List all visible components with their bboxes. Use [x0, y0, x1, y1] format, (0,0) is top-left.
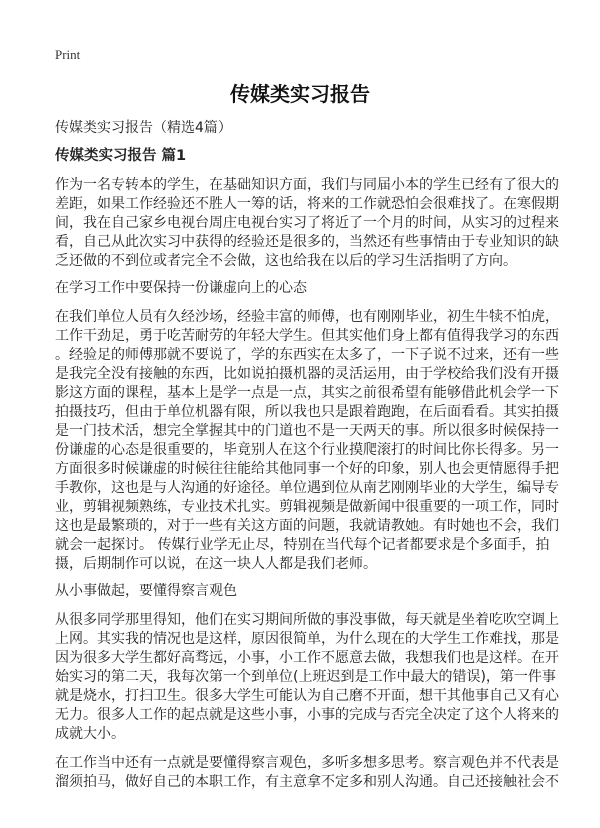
text-line: 摄，后期制作可以说，在这一块人人都是我们老师。: [55, 556, 377, 572]
text-line: 乏还做的不到位或者完全不会做，这也给我在以后的学习生活指明了方向。: [55, 253, 517, 269]
print-link[interactable]: Print: [55, 47, 81, 62]
text-line: 从很多同学那里得知，他们在实习期间所做的事没事做，每天就是坐着吃吹空调上: [55, 612, 559, 628]
text-line: 是一门技术活，想完全掌握其中的门道也不是一天两天的事。所以很多时候保持一: [55, 423, 559, 439]
text-line: 。经验足的师傅那就不要说了，学的东西实在太多了，一下子说不过来，还有一些: [55, 347, 559, 363]
paragraph-2: [55, 308, 560, 574]
text-line: 影这方面的课程，基本上是学一点是一点，其实之前很希望有能够借此机会学一下: [55, 385, 559, 401]
paragraph-4: [55, 754, 560, 792]
text-line: 是我完全没有接触的东西，比如说拍摄机器的灵活运用，由于学校给我们没有开摄: [55, 366, 559, 382]
text-line: 拍摄技巧，但由于单位机器有限，所以我也只是跟着跑跑，在后面看看。其实拍摄: [55, 404, 559, 420]
text-line: 方面很多时候谦虚的时候往往能给其他同事一个好的印象，别人也会更情愿得手把: [55, 461, 559, 477]
document-subtitle: 传媒类实习报告（精选4篇）: [55, 120, 232, 136]
text-line: 就是烧水，打扫卫生。很多大学生可能认为自己磨不开面，想干其他事自己又有心: [55, 688, 559, 704]
text-line: 工作干劲足，勇于吃苦耐劳的年轻大学生。但其实他们身上都有值得我学习的东西: [55, 328, 559, 344]
text-line: 上网。其实我的情况也是这样，原因很简单，为什么现在的大学生工作难找，那是: [55, 631, 559, 647]
text-line: 这也是最繁琐的，对于一些有关这方面的问题，我就请教她。有时她也不会，我们: [55, 518, 559, 534]
text-line: 业，剪辑视频熟练，专业技术扎实。剪辑视频是做新闻中很重要的一项工作，同时: [55, 499, 559, 515]
text-line: 就会一起探讨。 传媒行业学无止尽，特别在当代每个记者都要求是个多面手，拍: [55, 537, 550, 553]
text-line: 因为很多大学生都好高骛远，小事，小工作不愿意去做，我想我们也是这样。在开: [55, 650, 559, 666]
text-line: 始实习的第二天，我每次第一个到单位(上班迟到是工作中最大的错误)，第一件事: [55, 669, 556, 685]
text-line: 溜须拍马，做好自己的本职工作，有主意拿不定多和别人沟通。自己还接触社会不: [55, 774, 559, 790]
subheading-1: 在学习工作中要保持一份谦虚向上的心态: [55, 280, 307, 296]
text-line: 成就大小。: [55, 726, 125, 742]
text-line: 间，我在自己家乡电视台周庄电视台实习了将近了一个月的时间，从实习的过程来: [55, 215, 559, 231]
text-line: 无力。很多人工作的起点就是这些小事，小事的完成与否完全决定了这个人将来的: [55, 707, 559, 723]
document-title: 传媒类实习报告: [230, 82, 370, 106]
paragraph-3: [55, 611, 560, 744]
text-line: 手教你，这也是与人沟通的好途径。单位遇到位从南艺刚刚毕业的大学生，编导专: [55, 480, 559, 496]
subheading-2: 从小事做起，要懂得察言观色: [55, 583, 237, 599]
text-line: 在我们单位人员有久经沙场，经验丰富的师傅，也有刚刚毕业，初生牛犊不怕虎，: [55, 309, 559, 325]
text-line: 份谦虚的心态是很重要的，毕竟别人在这个行业摸爬滚打的时间比你长得多。另一: [55, 442, 559, 458]
paragraph-1: [55, 176, 560, 271]
text-line: 看，自己从此次实习中获得的经验还是很多的，当然还有些事情由于专业知识的缺: [55, 234, 559, 250]
text-line: 差距，如果工作经验还不胜人一筹的话，将来的工作就恐怕会很难找了。在寒假期: [55, 196, 559, 212]
text-line: 作为一名专转本的学生，在基础知识方面，我们与同届小本的学生已经有了很大的: [55, 177, 559, 193]
text-line: 在工作当中还有一点就是要懂得察言观色，多听多想多思考。察言观色并不代表是: [55, 755, 559, 771]
section-heading: 传媒类实习报告 篇1: [55, 148, 187, 164]
